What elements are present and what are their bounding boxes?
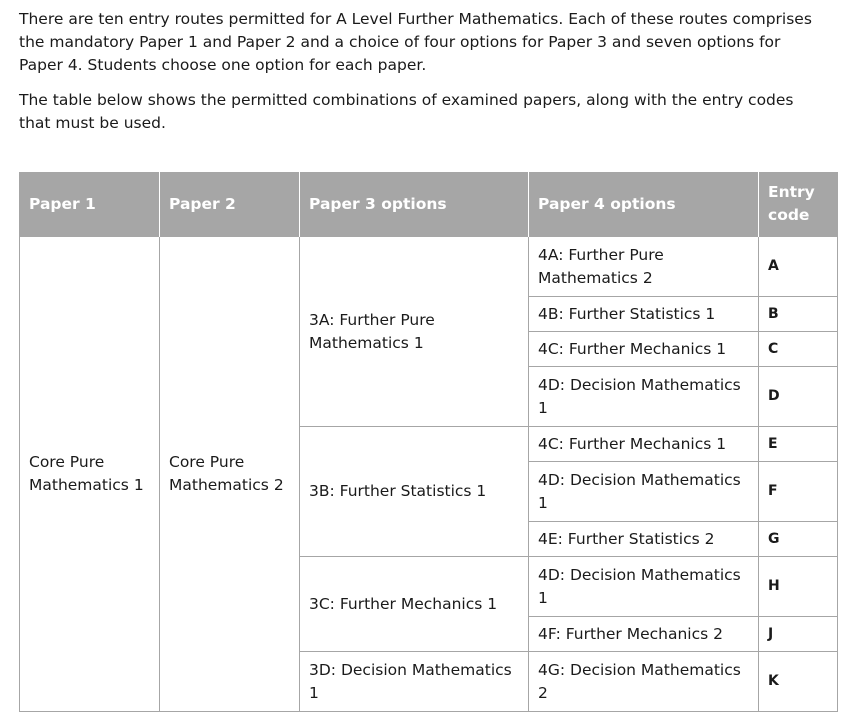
intro-paragraph-1: There are ten entry routes permitted for A Level Further Mathematics. Each of these routes comprises the mandatory Paper 1 and Paper 2 and a choice of four options for Paper 3 and seven options for Paper 4. Students choose one option for each paper. [19, 10, 812, 74]
entry-code-cell: B [759, 297, 838, 332]
intro-paragraph-2: The table below shows the permitted combinations of examined papers, along with the entry codes that must be used. [19, 91, 794, 132]
header-paper-4-options: Paper 4 options [529, 172, 759, 237]
paper-4-option-cell: 4D: Decision Mathematics 1 [529, 557, 759, 617]
header-paper-2: Paper 2 [160, 172, 300, 237]
paper-3-option-cell: 3C: Further Mechanics 1 [300, 557, 529, 652]
paper-3-option-cell: 3D: Decision Mathematics 1 [300, 652, 529, 712]
paper-3-option-cell: 3A: Further Pure Mathematics 1 [300, 237, 529, 427]
paper-4-option-cell: 4B: Further Statistics 1 [529, 297, 759, 332]
entry-code-cell: J [759, 617, 838, 652]
table-header-row [20, 172, 838, 237]
header-paper-3-options: Paper 3 options [300, 172, 529, 237]
paper-1-cell: Core Pure Mathematics 1 [20, 237, 160, 712]
header-paper-1: Paper 1 [20, 172, 160, 237]
paper-2-cell: Core Pure Mathematics 2 [160, 237, 300, 712]
paper-4-option-cell: 4D: Decision Mathematics 1 [529, 367, 759, 427]
paper-4-option-cell: 4E: Further Statistics 2 [529, 522, 759, 557]
entry-code-cell: H [759, 557, 838, 617]
entry-code-cell: K [759, 652, 838, 712]
paper-3-option-cell: 3B: Further Statistics 1 [300, 427, 529, 557]
paper-4-option-cell: 4G: Decision Mathematics 2 [529, 652, 759, 712]
paper-4-option-cell: 4F: Further Mechanics 2 [529, 617, 759, 652]
paper-4-option-cell: 4C: Further Mechanics 1 [529, 427, 759, 462]
paper-4-option-cell: 4C: Further Mechanics 1 [529, 332, 759, 367]
entry-code-cell: F [759, 462, 838, 522]
entry-code-cell: G [759, 522, 838, 557]
table-row [20, 237, 838, 297]
entry-routes-table [19, 172, 838, 712]
entry-code-cell: C [759, 332, 838, 367]
paper-4-option-cell: 4D: Decision Mathematics 1 [529, 462, 759, 522]
entry-code-cell: A [759, 237, 838, 297]
entry-code-cell: E [759, 427, 838, 462]
header-entry-code: Entry code [759, 172, 838, 237]
entry-code-cell: D [759, 367, 838, 427]
paper-4-option-cell: 4A: Further Pure Mathematics 2 [529, 237, 759, 297]
